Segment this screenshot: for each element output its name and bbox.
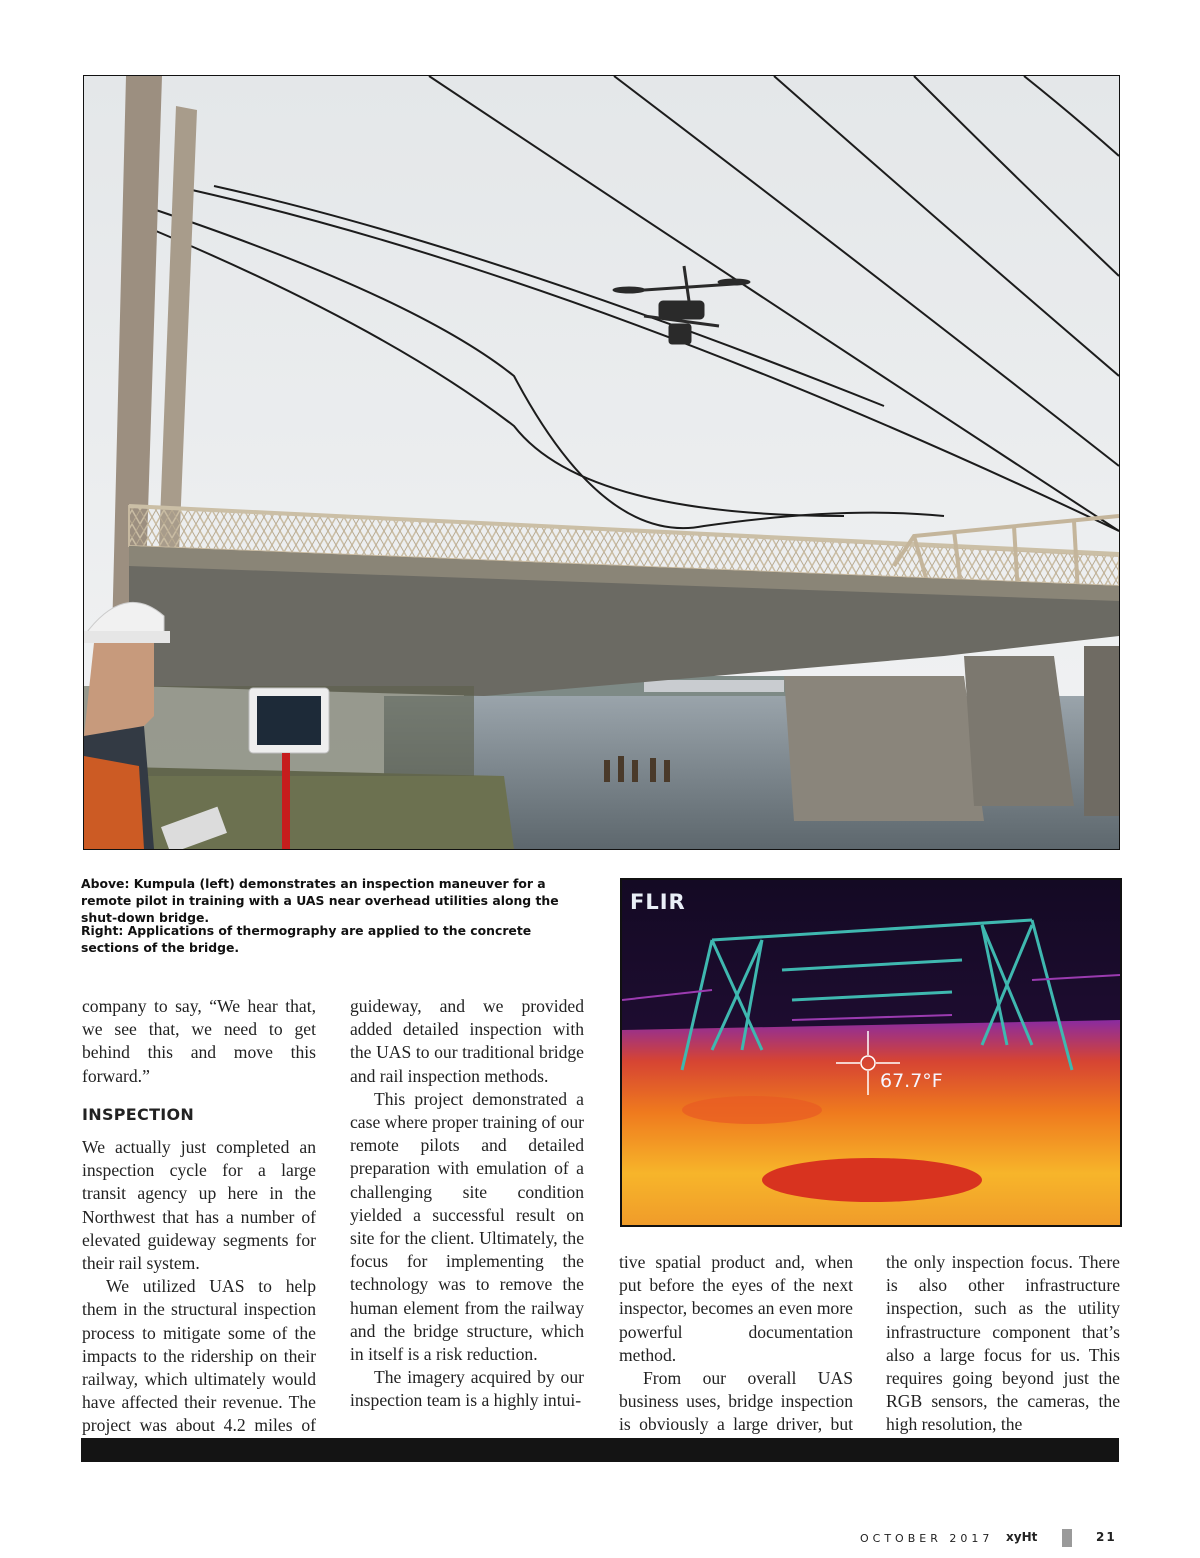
- paragraph: We utilized UAS to help them in the structural inspection process to mitigate some of the impacts to the ridership on their railway, which ultimately would have affected their revenue. The project was about 4.2 miles of: [82, 1276, 316, 1436]
- magazine-name: xyHt: [1006, 1530, 1038, 1544]
- paragraph: The imagery acquired by our inspection team is a highly intui-: [350, 1367, 584, 1411]
- text-column-1: [82, 995, 316, 1461]
- text-column-2: [350, 995, 584, 1413]
- flir-logo: FLIR: [630, 890, 686, 914]
- paragraph: From our overall UAS business uses, bridge inspection is obviously a large driver, but: [619, 1368, 853, 1435]
- page-number: 21: [1096, 1530, 1117, 1544]
- caption-above: Above: Kumpula (left) demonstrates an inspection maneuver for a remote pilot in training with a UAS near overhead utilities along the shut-down bridge.: [81, 876, 559, 925]
- paragraph: We actually just completed an inspection cycle for a large transit agency up here in the Northwest that has a number of elevated guideway segments for their rail system.: [82, 1137, 316, 1274]
- bridge-drone-photo: [83, 75, 1120, 850]
- caption-right: Right: Applications of thermography are applied to the concrete sections of the bridge.: [81, 923, 532, 955]
- text-column-4: [886, 1251, 1120, 1437]
- paragraph: tive spatial product and, when put before the eyes of the next inspector, becomes an even more powerful documentation method.: [619, 1252, 853, 1365]
- paragraph: the only inspection focus. There is also other infrastructure inspection, such as the utility infrastructure component that’s also a large focus for us. This requires going beyond just the RGB sensors, the cameras, the high resolution, the: [886, 1252, 1120, 1435]
- text-column-3: [619, 1251, 853, 1460]
- paragraph: guideway, and we provided added detailed inspection with the UAS to our traditional bridge and rail inspection methods.: [350, 996, 584, 1086]
- section-heading-inspection: INSPECTION: [82, 1104, 195, 1124]
- temperature-readout: 67.7°F: [880, 1070, 943, 1092]
- issue-date: OCTOBER 2017: [860, 1532, 994, 1545]
- thermal-bridge-photo: [620, 878, 1122, 1227]
- folio-divider: [1062, 1529, 1072, 1547]
- paragraph: company to say, “We hear that, we see that, we need to get behind this and move this forward.”: [82, 996, 316, 1086]
- footer-bar: [81, 1438, 1119, 1462]
- paragraph: This project demonstrated a case where proper training of our remote pilots and detailed preparation with emulation of a challenging site condition yielded a successful result on site for the client. Ultimately, the focus for implementing the technology was to remove the human element from the railway and the bridge structure, which in itself is a risk reduction.: [350, 1088, 584, 1365]
